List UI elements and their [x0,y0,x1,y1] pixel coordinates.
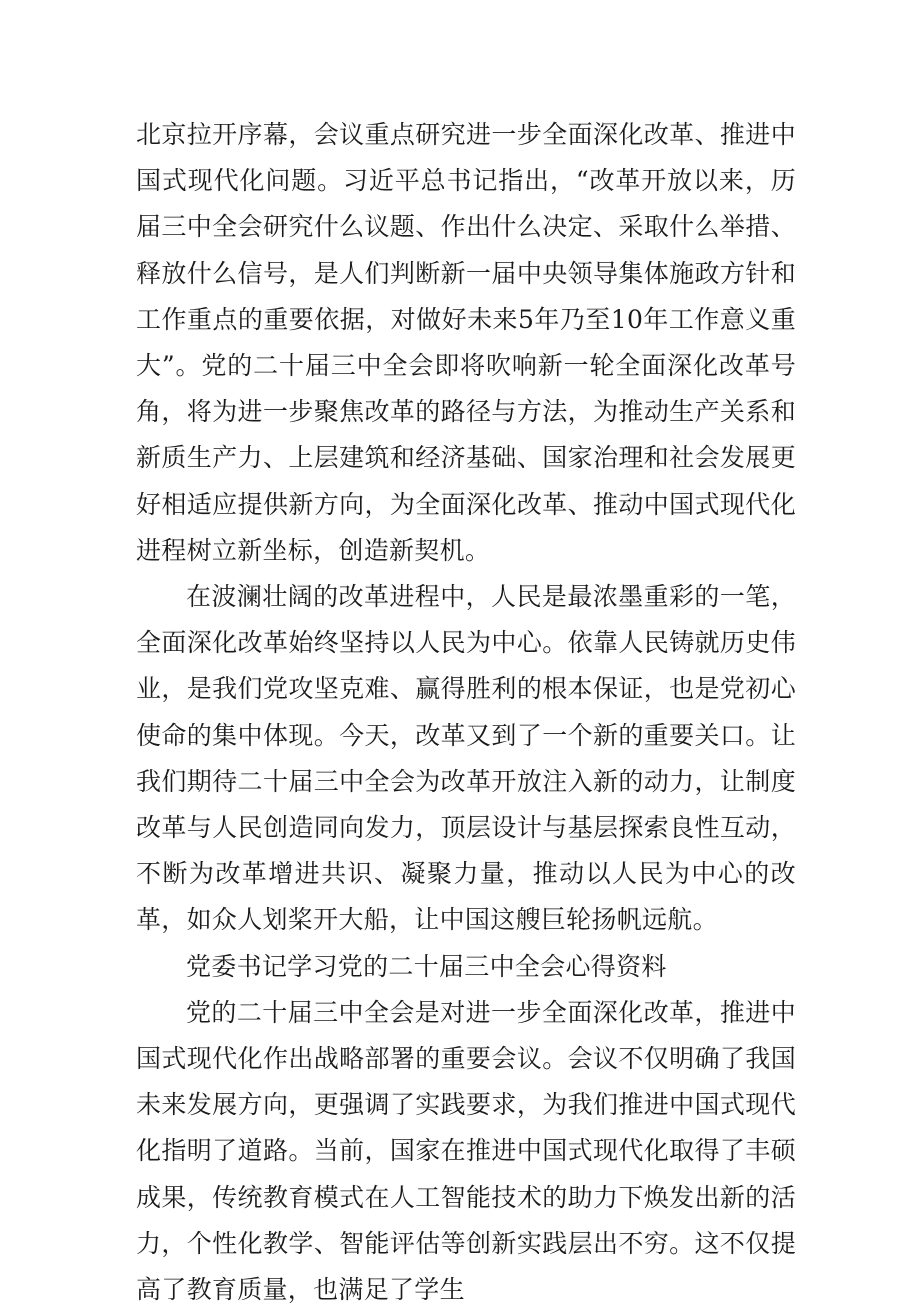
paragraph-continuation: 北京拉开序幕，会议重点研究进一步全面深化改革、推进中国式现代化问题。习近平总书记指出，“改革开放以来，历届三中全会研究什么议题、作出什么决定、采取什么举措、释放什么信号，是人们判断新一届中央领导集体施政方针和工作重点的重要依据，对做好未来5年乃至10年工作意义重大”。党的二十届三中全会即将吹响新一轮全面深化改革号角，将为进一步聚焦改革的路径与方法，为推动生产关系和新质生产力、上层建筑和经济基础、国家治理和社会发展更好相适应提供新方向，为全面深化改革、推动中国式现代化进程树立新坐标，创造新契机。 [136,120,796,565]
document-body [136,112,796,1313]
section-heading: 党委书记学习党的二十届三中全会心得资料 [186,951,667,981]
paragraph-plenum-summary: 党的二十届三中全会是对进一步全面深化改革，推进中国式现代化作出战略部署的重要会议。会议不仅明确了我国未来发展方向，更强调了实践要求，为我们推进中国式现代化指明了道路。当前，国家在推进中国式现代化取得了丰硕成果，传统教育模式在人工智能技术的助力下焕发出新的活力，个性化教学、智能评估等创新实践层出不穷。这不仅提高了教育质量，也满足了学生 [136,997,796,1305]
paragraph-people-centered: 在波澜壮阔的改革进程中，人民是最浓墨重彩的一笔，全面深化改革始终坚持以人民为中心。依靠人民铸就历史伟业，是我们党攻坚克难、赢得胜利的根本保证，也是党初心使命的集中体现。今天，改革又到了一个新的重要关口。让我们期待二十届三中全会为改革开放注入新的动力，让制度改革与人民创造同向发力，顶层设计与基层探索良性互动，不断为改革增进共识、凝聚力量，推动以人民为中心的改革，如众人划桨开大船，让中国这艘巨轮扬帆远航。 [136,582,796,935]
